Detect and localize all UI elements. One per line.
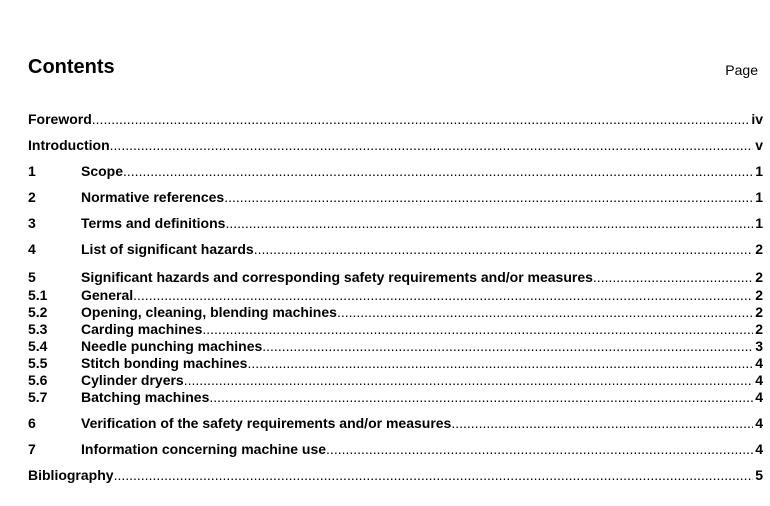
toc-title: Stitch bonding machines <box>81 355 248 371</box>
contents-heading: Contents <box>28 56 115 78</box>
toc-section-number: 6 <box>28 415 36 431</box>
dot-leader <box>247 355 753 371</box>
toc-title: Scope <box>81 163 124 179</box>
toc-section-number: 3 <box>28 215 36 231</box>
toc-page-number: 2 <box>755 321 763 337</box>
toc-entry-3[interactable] <box>28 215 763 231</box>
toc-entry-5-2[interactable] <box>28 304 763 320</box>
dot-leader <box>123 163 753 179</box>
dot-leader <box>451 415 753 431</box>
toc-title: Batching machines <box>81 389 210 405</box>
dot-leader <box>209 389 753 405</box>
toc-entry-6[interactable] <box>28 415 763 431</box>
toc-title: General <box>81 287 134 303</box>
toc-section-number: 7 <box>28 441 36 457</box>
toc-entry-5-3[interactable] <box>28 321 763 337</box>
toc-title: Needle punching machines <box>81 338 263 354</box>
dot-leader <box>262 338 753 354</box>
toc-entry-5-1[interactable] <box>28 287 763 303</box>
toc-page-number: iv <box>751 111 763 127</box>
dot-leader <box>92 111 750 127</box>
toc-page-number: 4 <box>755 372 763 388</box>
toc-entry-5[interactable] <box>28 269 763 285</box>
toc-page-number: 3 <box>755 338 763 354</box>
toc-page-number: v <box>755 137 763 153</box>
toc-page-number: 2 <box>755 304 763 320</box>
toc-title: Terms and definitions <box>81 215 226 231</box>
toc-entry-7[interactable] <box>28 441 763 457</box>
toc-page-number: 4 <box>755 441 763 457</box>
toc-page-number: 1 <box>755 163 763 179</box>
dot-leader <box>202 321 753 337</box>
toc-page-number: 1 <box>755 215 763 231</box>
toc-page-number: 4 <box>755 415 763 431</box>
toc-section-number: 5.1 <box>28 287 48 303</box>
toc-title: List of significant hazards <box>81 241 254 257</box>
dot-leader <box>133 287 753 303</box>
toc-title: Carding machines <box>81 321 203 337</box>
toc-entry-foreword[interactable] <box>28 111 763 127</box>
page-column-label: Page <box>725 62 758 78</box>
toc-title: Cylinder dryers <box>81 372 184 388</box>
dot-leader <box>326 441 753 457</box>
dot-leader <box>254 241 754 257</box>
toc-page-number: 1 <box>755 189 763 205</box>
toc-title: Information concerning machine use <box>81 441 327 457</box>
toc-section-number: 5.3 <box>28 321 48 337</box>
toc-entry-2[interactable] <box>28 189 763 205</box>
toc-title: Foreword <box>28 111 92 127</box>
toc-title: Opening, cleaning, blending machines <box>81 304 337 320</box>
toc-section-number: 5.5 <box>28 355 48 371</box>
toc-section-number: 4 <box>28 241 36 257</box>
toc-entry-introduction[interactable] <box>28 137 763 153</box>
dot-leader <box>224 189 753 205</box>
toc-page-number: 2 <box>755 287 763 303</box>
toc-section-number: 5.6 <box>28 372 48 388</box>
toc-section-number: 1 <box>28 163 36 179</box>
toc-entry-5-4[interactable] <box>28 338 763 354</box>
dot-leader <box>593 269 753 285</box>
toc-section-number: 5 <box>28 269 36 285</box>
toc-title: Introduction <box>28 137 110 153</box>
toc-title: Normative references <box>81 189 225 205</box>
toc-entry-5-5[interactable] <box>28 355 763 371</box>
toc-entry-1[interactable] <box>28 163 763 179</box>
toc-title: Verification of the safety requirements and/or measures <box>81 415 452 431</box>
toc-title: Bibliography <box>28 467 114 483</box>
toc-page-number: 4 <box>755 389 763 405</box>
toc-section-number: 5.2 <box>28 304 48 320</box>
dot-leader <box>114 467 754 483</box>
toc-entry-bibliography[interactable] <box>28 467 763 483</box>
toc-page-number: 2 <box>755 269 763 285</box>
toc-page-number: 4 <box>755 355 763 371</box>
toc-page-number: 5 <box>755 467 763 483</box>
toc-section-number: 5.4 <box>28 338 48 354</box>
toc-page-number: 2 <box>755 241 763 257</box>
toc-title: Significant hazards and corresponding safety requirements and/or measures <box>81 269 593 285</box>
toc-entry-5-6[interactable] <box>28 372 763 388</box>
dot-leader <box>110 137 754 153</box>
dot-leader <box>337 304 753 320</box>
toc-entry-4[interactable] <box>28 241 763 257</box>
dot-leader <box>225 215 753 231</box>
dot-leader <box>184 372 753 388</box>
toc-section-number: 2 <box>28 189 36 205</box>
toc-section-number: 5.7 <box>28 389 48 405</box>
toc-entry-5-7[interactable] <box>28 389 763 405</box>
